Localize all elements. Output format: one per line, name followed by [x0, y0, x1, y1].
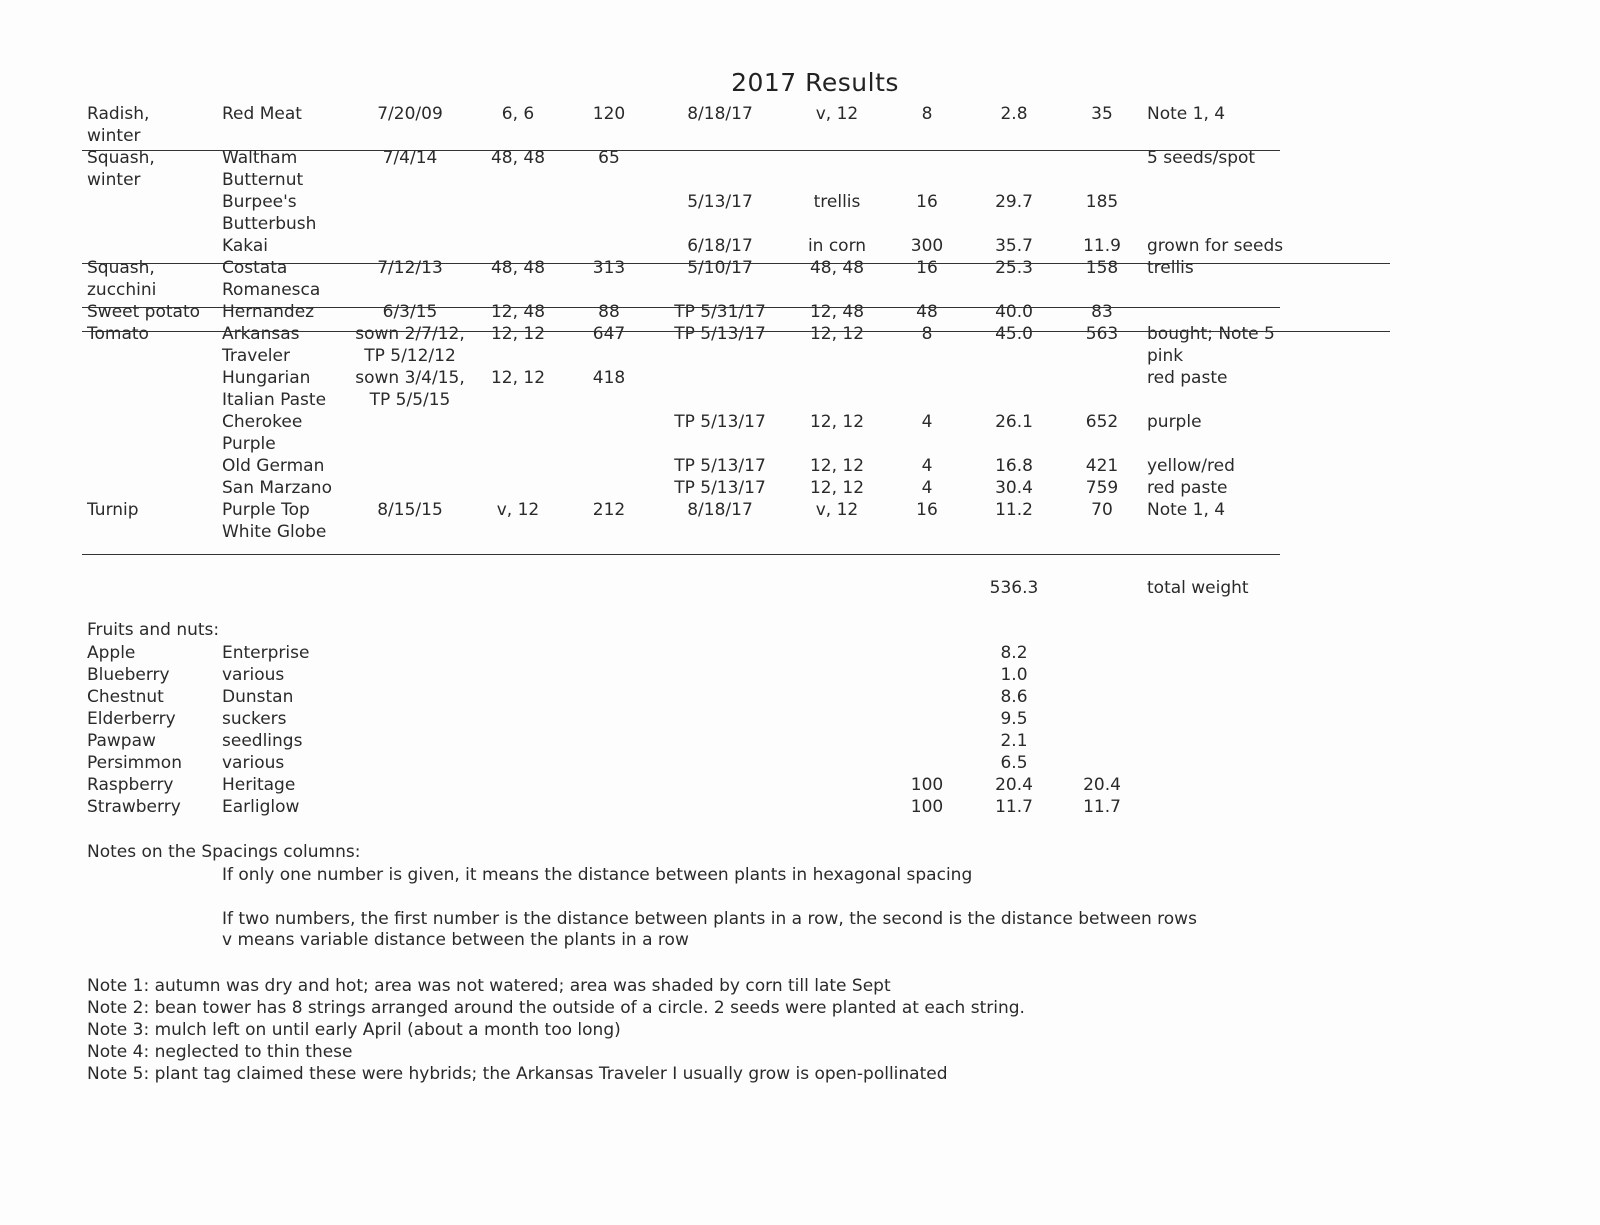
total-weight-value: 536.3	[989, 578, 1039, 598]
fruit-crop-cell: Raspberry	[87, 775, 174, 795]
fruit-variety-cell: various	[222, 753, 285, 773]
fruit-weight-cell: 9.5	[1000, 709, 1028, 729]
seed-date-cell: 7/12/13	[377, 258, 443, 278]
spacing-cell: v, 12	[815, 104, 859, 124]
weight-cell: 40.0	[995, 302, 1033, 322]
fruit-variety-cell: Heritage	[222, 775, 296, 795]
variety-cell: White Globe	[222, 522, 327, 542]
variety-cell: Costata	[222, 258, 288, 278]
notes-cell: red paste	[1147, 368, 1228, 388]
planting-date-cell: 5/13/17	[687, 192, 753, 212]
table-divider	[82, 263, 1390, 264]
crop-cell: Turnip	[87, 500, 139, 520]
table-divider	[82, 554, 1280, 555]
crop-cell: Tomato	[87, 324, 149, 344]
per-plant-cell: 11.9	[1083, 236, 1121, 256]
per-plant-cell: 83	[1091, 302, 1113, 322]
fruit-variety-cell: seedlings	[222, 731, 303, 751]
seed-spacing-cell: 48, 48	[490, 258, 546, 278]
weight-cell: 29.7	[995, 192, 1033, 212]
plants-cell: 16	[916, 258, 938, 278]
variety-cell: Butterbush	[222, 214, 317, 234]
seed-date-cell: TP 5/5/15	[369, 390, 451, 410]
crop-cell: Radish,	[87, 104, 150, 124]
weight-cell: 16.8	[995, 456, 1033, 476]
per-plant-cell: 652	[1085, 412, 1119, 432]
fruit-weight-cell: 8.2	[1000, 643, 1028, 663]
plants-cell: 8	[921, 324, 933, 344]
planting-date-cell: TP 5/13/17	[674, 456, 766, 476]
fruit-variety-cell: Enterprise	[222, 643, 310, 663]
variety-cell: Waltham	[222, 148, 298, 168]
fruit-crop-cell: Strawberry	[87, 797, 181, 817]
variety-cell: Arkansas	[222, 324, 300, 344]
seed-count-cell: 65	[598, 148, 620, 168]
fruit-weight-cell: 6.5	[1000, 753, 1028, 773]
variety-cell: Traveler	[222, 346, 290, 366]
variety-cell: Cherokee	[222, 412, 303, 432]
variety-cell: Hernandez	[222, 302, 315, 322]
seed-date-cell: 7/4/14	[382, 148, 438, 168]
seed-date-cell: sown 2/7/12,	[355, 324, 465, 344]
notes-cell: 5 seeds/spot	[1147, 148, 1256, 168]
fruit-variety-cell: Dunstan	[222, 687, 294, 707]
seed-count-cell: 313	[592, 258, 626, 278]
notes-cell: pink	[1147, 346, 1184, 366]
plants-cell: 4	[921, 456, 933, 476]
fruits-heading: Fruits and nuts:	[87, 620, 220, 640]
planting-date-cell: TP 5/13/17	[674, 478, 766, 498]
seed-count-cell: 418	[592, 368, 626, 388]
spacing-cell: v, 12	[815, 500, 859, 520]
total-weight-label: total weight	[1147, 578, 1249, 598]
weight-cell: 26.1	[995, 412, 1033, 432]
footnote: Note 5: plant tag claimed these were hybrids; the Arkansas Traveler I usually grow is open-pollinated	[87, 1064, 948, 1084]
spacing-notes-heading: Notes on the Spacings columns:	[87, 842, 361, 862]
seed-spacing-cell: 12, 12	[490, 368, 546, 388]
crop-cell: Squash,	[87, 148, 155, 168]
per-plant-cell: 759	[1085, 478, 1119, 498]
weight-cell: 35.7	[995, 236, 1033, 256]
plants-cell: 48	[916, 302, 938, 322]
fruit-weight-cell: 20.4	[995, 775, 1033, 795]
notes-cell: purple	[1147, 412, 1202, 432]
seed-count-cell: 88	[598, 302, 620, 322]
crop-cell: Sweet potato	[87, 302, 201, 322]
fruit-variety-cell: various	[222, 665, 285, 685]
footnote: Note 4: neglected to thin these	[87, 1042, 353, 1062]
spacing-cell: trellis	[813, 192, 861, 212]
per-plant-cell: 421	[1085, 456, 1119, 476]
plants-cell: 8	[921, 104, 933, 124]
notes-cell: trellis	[1147, 258, 1194, 278]
table-divider	[82, 307, 1280, 308]
seed-count-cell: 120	[592, 104, 626, 124]
footnote: Note 1: autumn was dry and hot; area was not watered; area was shaded by corn till late Sept	[87, 976, 891, 996]
spacing-cell: 12, 48	[809, 302, 865, 322]
per-plant-cell: 70	[1091, 500, 1113, 520]
spacing-note: v means variable distance between the plants in a row	[222, 930, 689, 950]
spacing-cell: 12, 12	[809, 456, 865, 476]
variety-cell: Burpee's	[222, 192, 297, 212]
plants-cell: 16	[916, 500, 938, 520]
variety-cell: Hungarian	[222, 368, 311, 388]
fruit-weight-cell: 8.6	[1000, 687, 1028, 707]
seed-date-cell: 6/3/15	[382, 302, 438, 322]
planting-date-cell: 5/10/17	[687, 258, 753, 278]
weight-cell: 2.8	[1000, 104, 1028, 124]
notes-cell: grown for seeds	[1147, 236, 1284, 256]
plants-cell: 16	[916, 192, 938, 212]
plants-cell: 4	[921, 478, 933, 498]
notes-cell: Note 1, 4	[1147, 104, 1226, 124]
planting-date-cell: TP 5/13/17	[674, 412, 766, 432]
fruit-weight-cell: 1.0	[1000, 665, 1028, 685]
fruit-crop-cell: Chestnut	[87, 687, 164, 707]
planting-date-cell: 8/18/17	[687, 104, 753, 124]
fruit-crop-cell: Pawpaw	[87, 731, 156, 751]
crop-cell: Squash,	[87, 258, 155, 278]
spacing-cell: 12, 12	[809, 478, 865, 498]
variety-cell: Red Meat	[222, 104, 302, 124]
crop-cell: zucchini	[87, 280, 157, 300]
per-plant-cell: 158	[1085, 258, 1119, 278]
crop-cell: winter	[87, 170, 141, 190]
weight-cell: 45.0	[995, 324, 1033, 344]
footnote: Note 2: bean tower has 8 strings arranged around the outside of a circle. 2 seeds were planted at each string.	[87, 998, 1025, 1018]
seed-spacing-cell: 12, 12	[490, 324, 546, 344]
notes-cell: bought; Note 5	[1147, 324, 1275, 344]
fruit-crop-cell: Elderberry	[87, 709, 176, 729]
seed-date-cell: TP 5/12/12	[364, 346, 456, 366]
seed-spacing-cell: v, 12	[496, 500, 540, 520]
variety-cell: San Marzano	[222, 478, 332, 498]
fruit-variety-cell: suckers	[222, 709, 287, 729]
variety-cell: Old German	[222, 456, 325, 476]
fruit-plants-cell: 100	[910, 797, 944, 817]
seed-spacing-cell: 48, 48	[490, 148, 546, 168]
weight-cell: 25.3	[995, 258, 1033, 278]
notes-cell: yellow/red	[1147, 456, 1235, 476]
weight-cell: 30.4	[995, 478, 1033, 498]
variety-cell: Kakai	[222, 236, 268, 256]
per-plant-cell: 185	[1085, 192, 1119, 212]
seed-date-cell: 8/15/15	[377, 500, 443, 520]
plants-cell: 300	[910, 236, 944, 256]
seed-spacing-cell: 6, 6	[501, 104, 535, 124]
planting-date-cell: 6/18/17	[687, 236, 753, 256]
seed-count-cell: 647	[592, 324, 626, 344]
variety-cell: Romanesca	[222, 280, 321, 300]
crop-cell: winter	[87, 126, 141, 146]
variety-cell: Purple	[222, 434, 276, 454]
planting-date-cell: TP 5/31/17	[674, 302, 766, 322]
notes-cell: Note 1, 4	[1147, 500, 1226, 520]
variety-cell: Italian Paste	[222, 390, 327, 410]
fruit-crop-cell: Apple	[87, 643, 136, 663]
planting-date-cell: 8/18/17	[687, 500, 753, 520]
seed-date-cell: 7/20/09	[377, 104, 443, 124]
variety-cell: Butternut	[222, 170, 304, 190]
table-divider	[82, 331, 1390, 332]
table-divider	[82, 150, 1280, 151]
fruit-crop-cell: Persimmon	[87, 753, 182, 773]
page-title: 2017 Results	[731, 68, 899, 97]
footnote: Note 3: mulch left on until early April (about a month too long)	[87, 1020, 621, 1040]
spacing-note: If two numbers, the first number is the distance between plants in a row, the second is the distance between rows	[222, 909, 1197, 929]
fruit-plants-cell: 100	[910, 775, 944, 795]
spacing-cell: in corn	[807, 236, 867, 256]
seed-count-cell: 212	[592, 500, 626, 520]
per-plant-cell: 35	[1091, 104, 1113, 124]
notes-cell: red paste	[1147, 478, 1228, 498]
variety-cell: Purple Top	[222, 500, 310, 520]
fruit-variety-cell: Earliglow	[222, 797, 300, 817]
fruit-per-plant-cell: 20.4	[1083, 775, 1121, 795]
fruit-crop-cell: Blueberry	[87, 665, 170, 685]
spacing-note: If only one number is given, it means the distance between plants in hexagonal spacing	[222, 865, 973, 885]
spacing-cell: 12, 12	[809, 412, 865, 432]
plants-cell: 4	[921, 412, 933, 432]
seed-spacing-cell: 12, 48	[490, 302, 546, 322]
per-plant-cell: 563	[1085, 324, 1119, 344]
spacing-cell: 12, 12	[809, 324, 865, 344]
fruit-weight-cell: 11.7	[995, 797, 1033, 817]
fruit-weight-cell: 2.1	[1000, 731, 1028, 751]
planting-date-cell: TP 5/13/17	[674, 324, 766, 344]
seed-date-cell: sown 3/4/15,	[355, 368, 465, 388]
spacing-cell: 48, 48	[809, 258, 865, 278]
weight-cell: 11.2	[995, 500, 1033, 520]
fruit-per-plant-cell: 11.7	[1083, 797, 1121, 817]
